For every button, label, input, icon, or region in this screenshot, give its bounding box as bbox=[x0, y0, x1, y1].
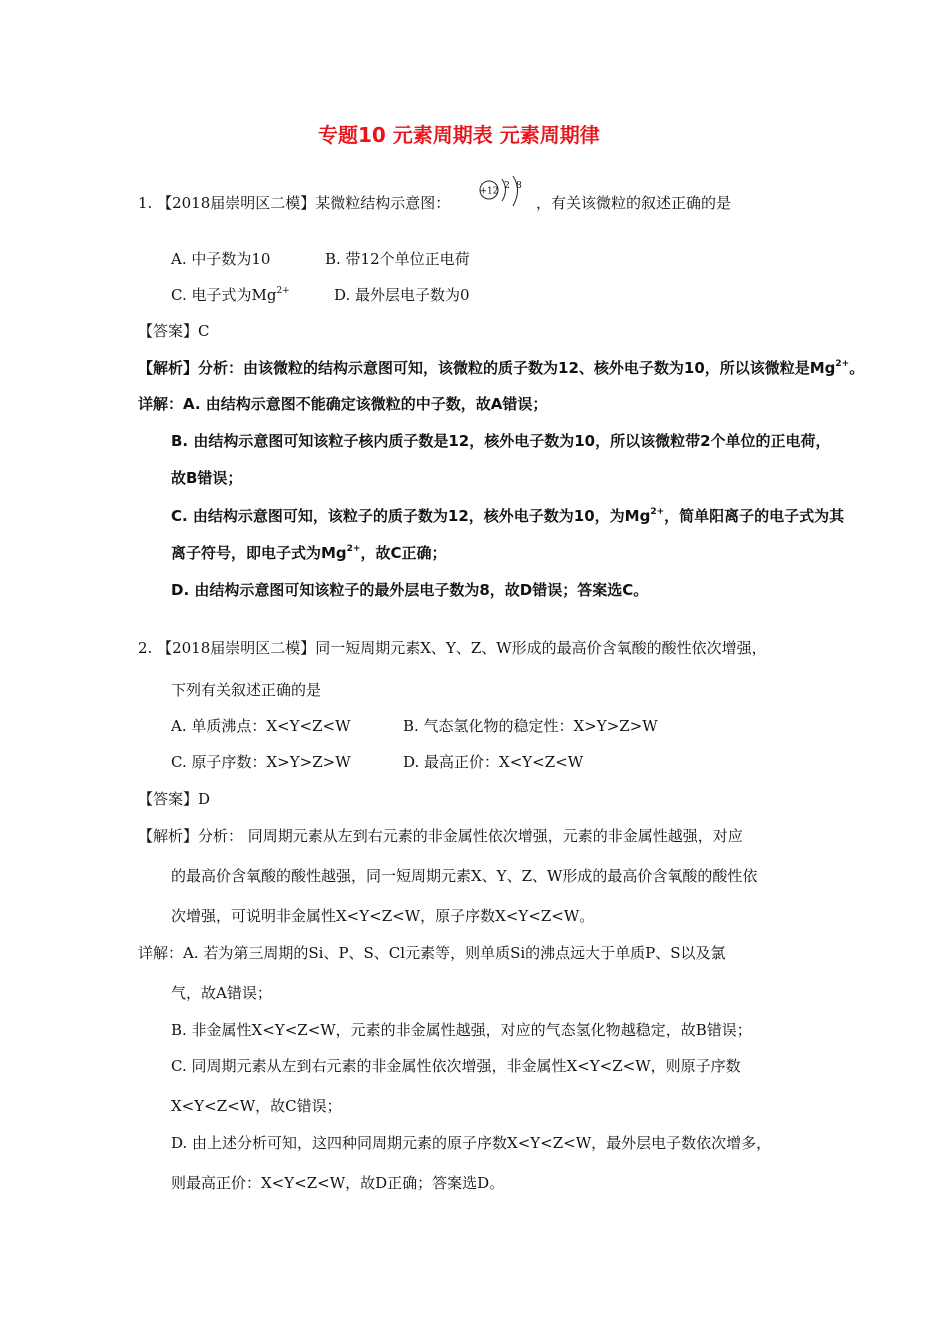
q1-detail-c-line1 bbox=[171, 506, 844, 526]
q2-option-a: A. 单质沸点：X<Y<Z<W bbox=[171, 717, 351, 735]
q2-detail-b: B. 非金属性X<Y<Z<W，元素的非金属性越强，对应的气态氢化物越稳定，故B错误； bbox=[171, 1021, 752, 1039]
q1-detail-c1-text: C. 由结构示意图可知，该粒子的质子数为12，核外电子数为10，为Mg bbox=[171, 507, 651, 525]
q1-analysis-text: 【解析】分析：由该微粒的结构示意图可知，该微粒的质子数为12、核外电子数为10，所以该微粒是Mg bbox=[138, 359, 836, 377]
q1-option-b: B. 带12个单位正电荷 bbox=[325, 250, 470, 268]
q1-analysis-end: 。 bbox=[849, 359, 865, 377]
q1-analysis-sup: 2+ bbox=[835, 359, 850, 369]
q2-analysis-line1: 【解析】分析： 同周期元素从左到右元素的非金属性依次增强，元素的非金属性越强，对应 bbox=[138, 827, 743, 845]
q1-detail-d: D. 由结构示意图可知该粒子的最外层电子数为8，故D错误；答案选C。 bbox=[171, 581, 649, 599]
q1-stem bbox=[138, 193, 450, 213]
q1-detail-c2-text: 离子符号，即电子式为Mg bbox=[171, 544, 347, 562]
q2-detail-d-line1: D. 由上述分析可知，这四种同周期元素的原子序数X<Y<Z<W，最外层电子数依次增多， bbox=[171, 1134, 772, 1152]
q2-option-d: D. 最高正价：X<Y<Z<W bbox=[403, 753, 584, 771]
q2-option-c: C. 原子序数：X>Y>Z>W bbox=[171, 753, 351, 771]
q2-answer: 【答案】D bbox=[138, 790, 211, 808]
q2-stem-line2: 下列有关叙述正确的是 bbox=[171, 681, 322, 699]
q1-option-d: D. 最外层电子数为0 bbox=[334, 286, 470, 304]
q2-detail-c-line2: X<Y<Z<W，故C错误； bbox=[171, 1097, 342, 1115]
q1-analysis bbox=[138, 358, 864, 378]
q1-option-c bbox=[171, 285, 290, 305]
shell2-count: 8 bbox=[516, 181, 522, 191]
q1-answer: 【答案】C bbox=[138, 322, 210, 340]
shell1-count: 2 bbox=[504, 181, 510, 191]
q2-analysis-line2: 的最高价含氧酸的酸性越强，同一短周期元素X、Y、Z、W形成的最高价含氧酸的酸性依 bbox=[171, 867, 758, 885]
q1-stem-before: 1. 【2018届崇明区二模】某微粒结构示意图： bbox=[138, 194, 451, 212]
q1-detail-c1-sup: 2+ bbox=[650, 507, 665, 517]
q2-detail-d-line2: 则最高正价：X<Y<Z<W，故D正确；答案选D。 bbox=[171, 1174, 505, 1192]
q2-detail-c-line1: C. 同周期元素从左到右元素的非金属性依次增强，非金属性X<Y<Z<W，则原子序数 bbox=[171, 1057, 741, 1075]
q1-option-a: A. 中子数为10 bbox=[171, 250, 271, 268]
atom-structure-diagram bbox=[478, 176, 538, 212]
q2-detail-a-line1: 详解：A. 若为第三周期的Si、P、S、Cl元素等，则单质Si的沸点远大于单质P、S以及氯 bbox=[138, 944, 726, 962]
q1-detail-b-line2: 故B错误； bbox=[171, 469, 243, 487]
q2-option-b: B. 气态氢化物的稳定性：X>Y>Z>W bbox=[403, 717, 658, 735]
nucleus-charge: +12 bbox=[479, 186, 499, 197]
q1-option-c-sup: 2+ bbox=[276, 286, 290, 296]
q1-detail-c-line2 bbox=[171, 543, 447, 563]
q1-detail-a: 详解：A. 由结构示意图不能确定该微粒的中子数，故A错误； bbox=[138, 395, 548, 413]
q1-detail-c2-suffix: ，故C正确； bbox=[360, 544, 447, 562]
q2-analysis-line3: 次增强，可说明非金属性X<Y<Z<W，原子序数X<Y<Z<W。 bbox=[171, 907, 595, 925]
q1-detail-c1-suffix: ，简单阳离子的电子式为其 bbox=[664, 507, 845, 525]
q1-detail-c2-sup: 2+ bbox=[346, 544, 361, 554]
q1-detail-b-line1: B. 由结构示意图可知该粒子核内质子数是12，核外电子数为10，所以该微粒带2个单位的正电荷， bbox=[171, 432, 831, 450]
q1-option-c-text: C. 电子式为Mg bbox=[171, 286, 277, 304]
q1-stem-after: ，有关该微粒的叙述正确的是 bbox=[536, 194, 732, 212]
q2-stem-line1: 2. 【2018届崇明区二模】同一短周期元素X、Y、Z、W形成的最高价含氧酸的酸性依次增强， bbox=[138, 639, 767, 657]
q2-detail-a-line2: 气，故A错误； bbox=[171, 984, 272, 1002]
page-title: 专题10 元素周期表 元素周期律 bbox=[318, 123, 600, 147]
